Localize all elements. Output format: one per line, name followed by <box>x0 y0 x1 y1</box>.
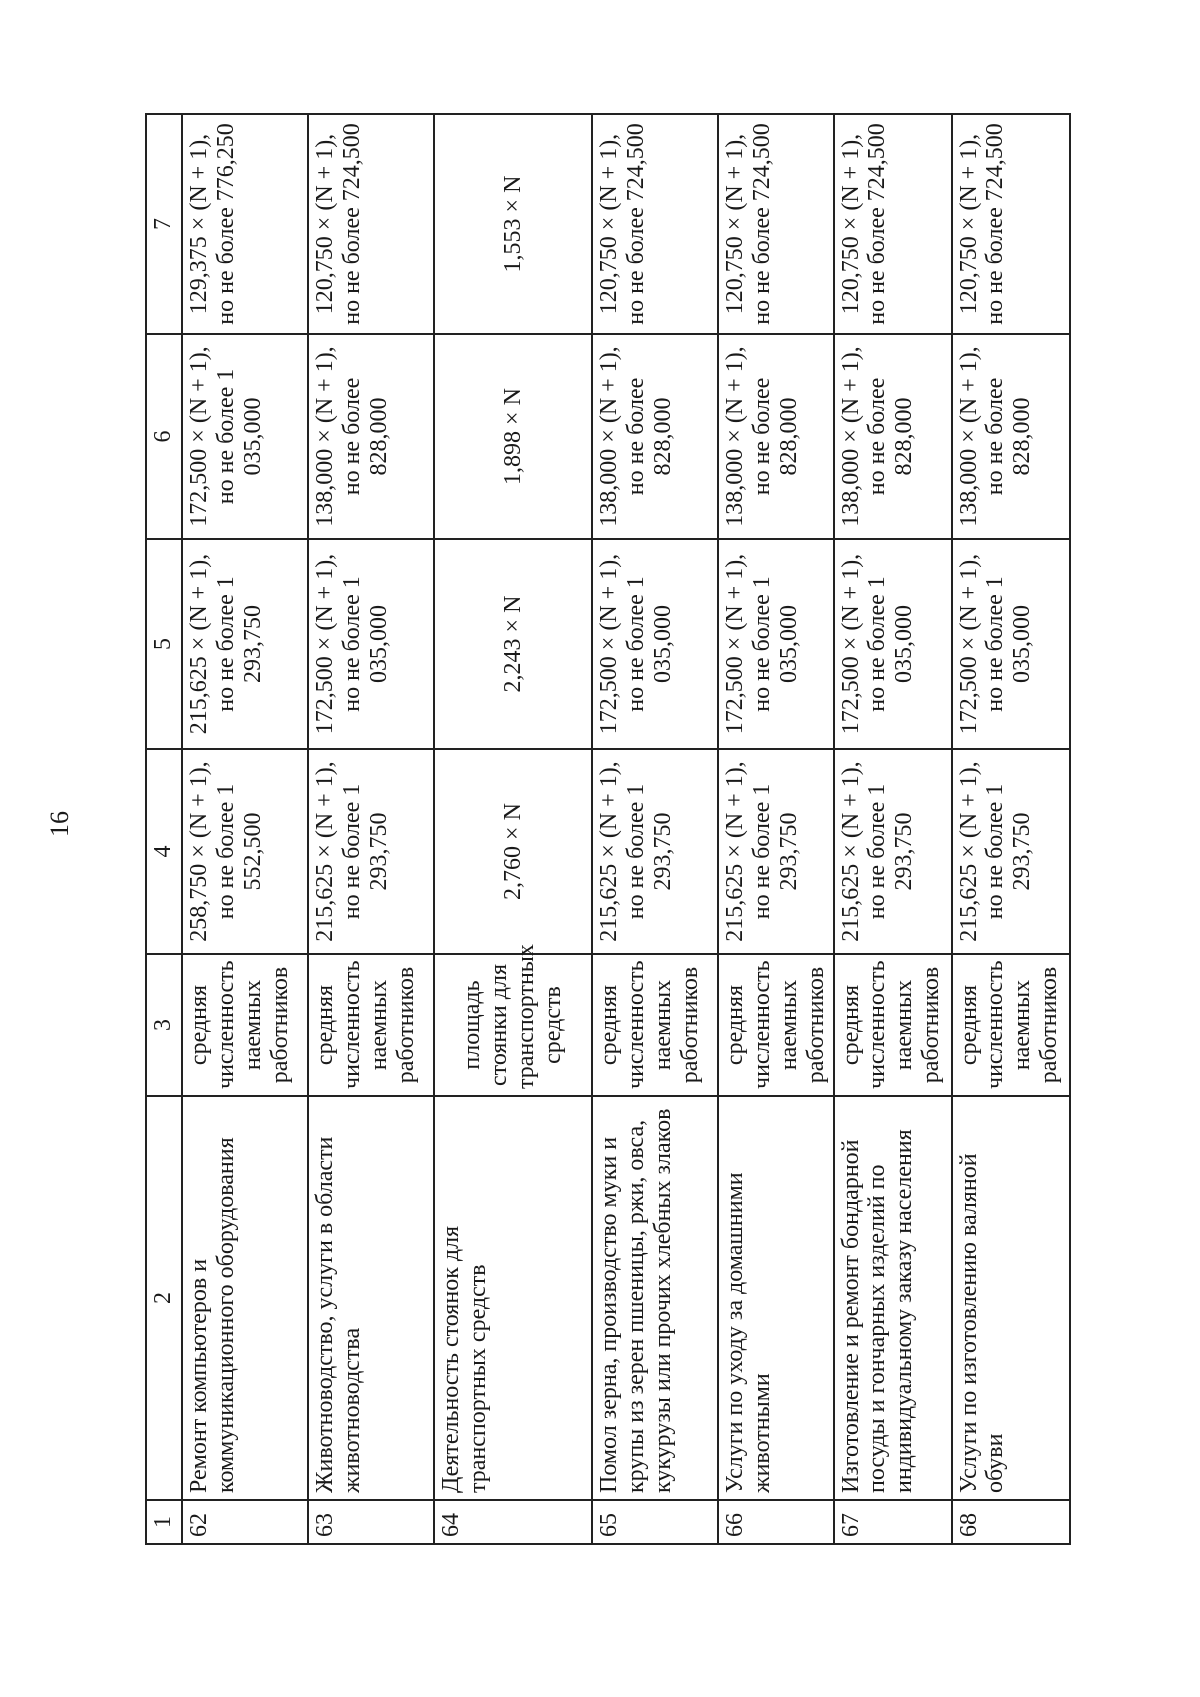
indicator-cell: средняя численность наемных работников <box>182 954 308 1096</box>
value-cell-col4: 215,625 × (N + 1), но не более 1 293,750 <box>834 749 952 954</box>
row-number: 66 <box>718 1500 834 1544</box>
row-number: 68 <box>952 1500 1070 1544</box>
table-row <box>718 114 834 1544</box>
activity-cell: Изготовление и ремонт бондарной посуды и гончарных изделий по индивидуальному заказу населения <box>834 1096 952 1500</box>
value-cell-col6: 138,000 × (N + 1), но не более 828,000 <box>308 334 434 539</box>
indicator-cell: средняя численность наемных работников <box>952 954 1070 1096</box>
indicator-cell: средняя численность наемных работников <box>308 954 434 1096</box>
table-row <box>434 114 592 1544</box>
row-number: 62 <box>182 1500 308 1544</box>
column-header: 1 <box>146 1500 182 1544</box>
value-cell-col7: 120,750 × (N + 1), но не более 724,500 <box>952 114 1070 334</box>
value-cell-col4: 215,625 × (N + 1), но не более 1 293,750 <box>952 749 1070 954</box>
value-cell-col5: 172,500 × (N + 1), но не более 1 035,000 <box>592 539 718 749</box>
column-header: 2 <box>146 1096 182 1500</box>
column-header: 7 <box>146 114 182 334</box>
activity-cell: Помол зерна, производство муки и крупы из зерен пшеницы, ржи, овса, кукурузы или прочих хлебных злаков <box>592 1096 718 1500</box>
value-cell-col4: 215,625 × (N + 1), но не более 1 293,750 <box>308 749 434 954</box>
value-cell-col7: 1,553 × N <box>434 114 592 334</box>
value-cell-col7: 120,750 × (N + 1), но не более 724,500 <box>308 114 434 334</box>
value-cell-col6: 138,000 × (N + 1), но не более 828,000 <box>834 334 952 539</box>
indicator-cell: средняя численность наемных работников <box>834 954 952 1096</box>
value-cell-col4: 258,750 × (N + 1), но не более 1 552,500 <box>182 749 308 954</box>
header-row <box>146 114 182 1544</box>
value-cell-col6: 1,898 × N <box>434 334 592 539</box>
value-cell-col4: 2,760 × N <box>434 749 592 954</box>
value-cell-col7: 120,750 × (N + 1), но не более 724,500 <box>834 114 952 334</box>
value-cell-col6: 138,000 × (N + 1), но не более 828,000 <box>592 334 718 539</box>
activity-cell: Животноводство, услуги в области животноводства <box>308 1096 434 1500</box>
value-cell-col4: 215,625 × (N + 1), но не более 1 293,750 <box>718 749 834 954</box>
table-row <box>834 114 952 1544</box>
value-cell-col7: 120,750 × (N + 1), но не более 724,500 <box>718 114 834 334</box>
column-header: 4 <box>146 749 182 954</box>
value-cell-col5: 172,500 × (N + 1), но не более 1 035,000 <box>834 539 952 749</box>
row-number: 63 <box>308 1500 434 1544</box>
value-cell-col5: 172,500 × (N + 1), но не более 1 035,000 <box>308 539 434 749</box>
indicator-cell: средняя численность наемных работников <box>718 954 834 1096</box>
indicator-cell: площадь стоянки для транспортных средств <box>434 954 592 1096</box>
value-cell-col5: 172,500 × (N + 1), но не более 1 035,000 <box>952 539 1070 749</box>
value-cell-col5: 215,625 × (N + 1), но не более 1 293,750 <box>182 539 308 749</box>
page-number: 16 <box>45 811 74 837</box>
column-header: 3 <box>146 954 182 1096</box>
activity-cell: Деятельность стоянок для транспортных средств <box>434 1096 592 1500</box>
value-cell-col7: 129,375 × (N + 1), но не более 776,250 <box>182 114 308 334</box>
value-cell-col4: 215,625 × (N + 1), но не более 1 293,750 <box>592 749 718 954</box>
value-cell-col5: 172,500 × (N + 1), но не более 1 035,000 <box>718 539 834 749</box>
row-number: 65 <box>592 1500 718 1544</box>
table-row <box>592 114 718 1544</box>
value-cell-col6: 172,500 × (N + 1), но не более 1 035,000 <box>182 334 308 539</box>
activity-cell: Ремонт компьютеров и коммуникационного оборудования <box>182 1096 308 1500</box>
value-cell-col6: 138,000 × (N + 1), но не более 828,000 <box>718 334 834 539</box>
indicator-cell: средняя численность наемных работников <box>592 954 718 1096</box>
activity-cell: Услуги по уходу за домашними животными <box>718 1096 834 1500</box>
column-header: 5 <box>146 539 182 749</box>
row-number: 67 <box>834 1500 952 1544</box>
tax-rate-table <box>145 113 1071 1545</box>
value-cell-col6: 138,000 × (N + 1), но не более 828,000 <box>952 334 1070 539</box>
value-cell-col7: 120,750 × (N + 1), но не более 724,500 <box>592 114 718 334</box>
column-header: 6 <box>146 334 182 539</box>
value-cell-col5: 2,243 × N <box>434 539 592 749</box>
rotated-table-sheet <box>145 115 1063 1545</box>
table-row <box>182 114 308 1544</box>
row-number: 64 <box>434 1500 592 1544</box>
table-row <box>952 114 1070 1544</box>
table-row <box>308 114 434 1544</box>
activity-cell: Услуги по изготовлению валяной обуви <box>952 1096 1070 1500</box>
